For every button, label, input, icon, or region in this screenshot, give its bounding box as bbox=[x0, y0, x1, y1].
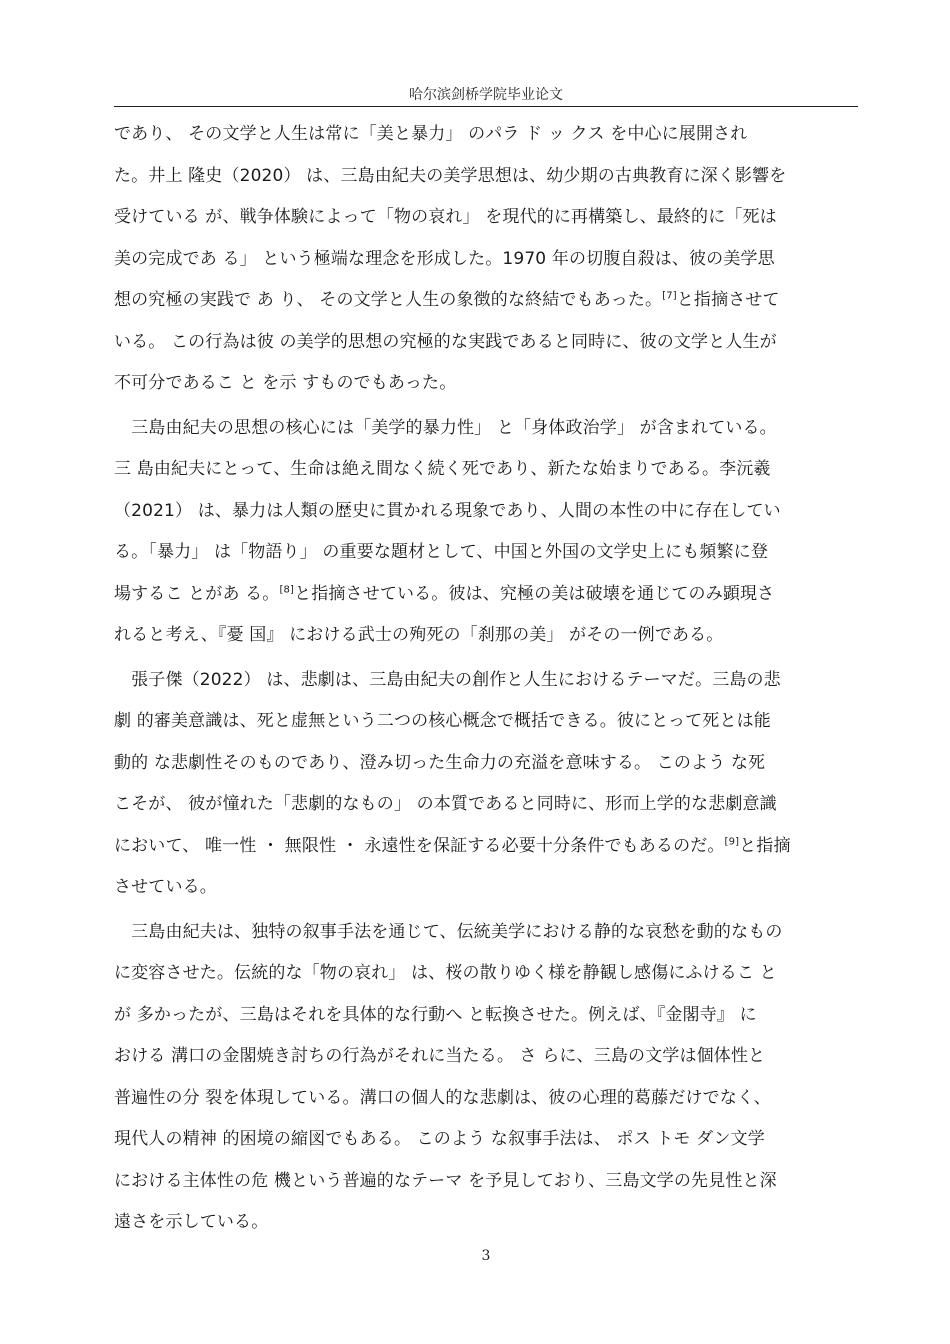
citation-marker: [7] bbox=[662, 290, 677, 302]
text-line bbox=[114, 1119, 858, 1161]
line-text: であり、 その文学と人生は常に「美と暴力」 のパラ ド ッ クス を中心に展開され bbox=[114, 124, 748, 144]
text-line bbox=[114, 701, 858, 743]
text-line bbox=[114, 1161, 858, 1203]
text-line bbox=[114, 449, 858, 491]
line-text: おける 溝口の金閣焼き討ちの行為がそれに当たる。 さ らに、三島の文学は個体性と bbox=[114, 1046, 766, 1066]
citation-marker: [8] bbox=[279, 583, 295, 595]
line-text: させている。 bbox=[114, 877, 217, 897]
line-text: 普遍性の分 裂を体現している。溝口の個人的な悲劇は、彼の心理的葛藤だけでなく、 bbox=[114, 1087, 771, 1108]
line-text: が 多かったが、三島はそれを具体的な行動へ と転換させた。例えば、『金閣寺』 に bbox=[114, 1004, 757, 1025]
text-line bbox=[114, 784, 858, 826]
text-line bbox=[114, 1202, 858, 1244]
line-text: 動的 な悲劇性そのものであり、澄み切った生命力の充溢を意味する。 このよう な死 bbox=[114, 752, 766, 773]
text-line bbox=[114, 574, 858, 616]
line-text: 受けている が、戦争体験によって「物の哀れ」 を現代的に再構築し、最終的に「死は bbox=[114, 207, 777, 227]
line-text: る。「暴力」 は「物語り」 の重要な題材として、中国と外国の文学史上にも頻繁に登 bbox=[114, 542, 768, 562]
citation-marker: [9] bbox=[724, 835, 740, 847]
text-line bbox=[114, 953, 858, 995]
text-line bbox=[114, 1036, 858, 1078]
text-line bbox=[114, 912, 858, 954]
line-text: 場するこ とがあ る。 bbox=[114, 583, 280, 604]
header-rule bbox=[114, 106, 858, 107]
line-text: 三島由紀夫の思想の核心には「美学的暴力性」 と「身体政治学」 が含まれている。 bbox=[114, 417, 777, 438]
line-text-after-citation: と指摘 bbox=[739, 835, 791, 856]
line-text: 美の完成であ る」 という極端な理念を形成した。1970 年の切腹自殺は、彼の美学思 bbox=[114, 248, 775, 269]
paragraph bbox=[114, 408, 858, 657]
line-text: 遠さを示している。 bbox=[114, 1212, 269, 1232]
line-text: において、 唯一性 ・ 無限性 ・ 永遠性を保証する必要十分条件でもあるのだ。 bbox=[114, 835, 725, 856]
line-text-after-citation: と指摘させて bbox=[676, 290, 780, 310]
line-text: 想の究極の実践で あ り、 その文学と人生の象徴的な終結でもあった。 bbox=[114, 290, 663, 310]
text-line bbox=[114, 491, 858, 533]
line-text: 三 島由紀夫にとって、生命は絶え間なく続く死であり、新たな始まりである。李沅羲 bbox=[114, 459, 771, 479]
text-line bbox=[114, 280, 858, 322]
text-line bbox=[114, 239, 858, 281]
running-header: 哈尔滨剑桥学院毕业论文 bbox=[409, 87, 563, 103]
line-text: （2021） は、暴力は人類の歴史に貫かれる現象であり、人間の本性の中に存在してい bbox=[114, 500, 781, 521]
line-text: いる。 この行為は彼 の美学的思想の究極的な実践であると同時に、彼の文学と人生が bbox=[114, 331, 777, 352]
line-text-after-citation: と指摘させている。彼は、究極の美は破壊を通じてのみ顕現さ bbox=[294, 583, 775, 604]
line-text: 劇 的審美意識は、死と虚無という二つの核心概念で概括できる。彼にとって死とは能 bbox=[114, 711, 771, 731]
text-line bbox=[114, 660, 858, 702]
line-text: た。井上 隆史（2020） は、三島由紀夫の美学思想は、幼少期の古典教育に深く影響を bbox=[114, 165, 787, 186]
text-line bbox=[114, 826, 858, 868]
line-text: 不可分であるこ と を示 すものでもあった。 bbox=[114, 373, 457, 393]
page-number: 3 bbox=[481, 1248, 491, 1264]
text-line bbox=[114, 322, 858, 364]
text-line bbox=[114, 867, 858, 909]
text-line bbox=[114, 995, 858, 1037]
line-text: に変容させた。伝統的な「物の哀れ」 は、桜の散りゆく様を静観し感傷にふけるこ と bbox=[114, 963, 777, 983]
text-line bbox=[114, 197, 858, 239]
paragraph bbox=[114, 912, 858, 1244]
text-line bbox=[114, 532, 858, 574]
paragraph bbox=[114, 114, 858, 405]
line-text: 三島由紀夫は、独特の叙事手法を通じて、伝統美学における静的な哀愁を動的なもの bbox=[114, 921, 783, 942]
body-text bbox=[114, 114, 858, 1244]
text-line bbox=[114, 615, 858, 657]
line-text: 張子傑（2022） は、悲劇は、三島由紀夫の創作と人生におけるテーマだ。三島の悲 bbox=[114, 669, 781, 690]
line-text: れると考え、『憂 国』 における武士の殉死の「刹那の美」 がその一例である。 bbox=[114, 625, 724, 645]
paragraph bbox=[114, 660, 858, 909]
text-line bbox=[114, 156, 858, 198]
line-text: こそが、 彼が憧れた「悲劇的なもの」 の本質であると同時に、形而上学的な悲劇意識 bbox=[114, 794, 777, 814]
text-line bbox=[114, 1078, 858, 1120]
line-text: における主体性の危 機という普遍的なテーマ を予見しており、三島文学の先見性と深 bbox=[114, 1170, 777, 1191]
text-line bbox=[114, 408, 858, 450]
line-text: 現代人の精神 的困境の縮図でもある。 このよう な叙事手法は、 ポス トモ ダン文学 bbox=[114, 1129, 765, 1149]
text-line bbox=[114, 114, 858, 156]
text-line bbox=[114, 363, 858, 405]
text-line bbox=[114, 743, 858, 785]
